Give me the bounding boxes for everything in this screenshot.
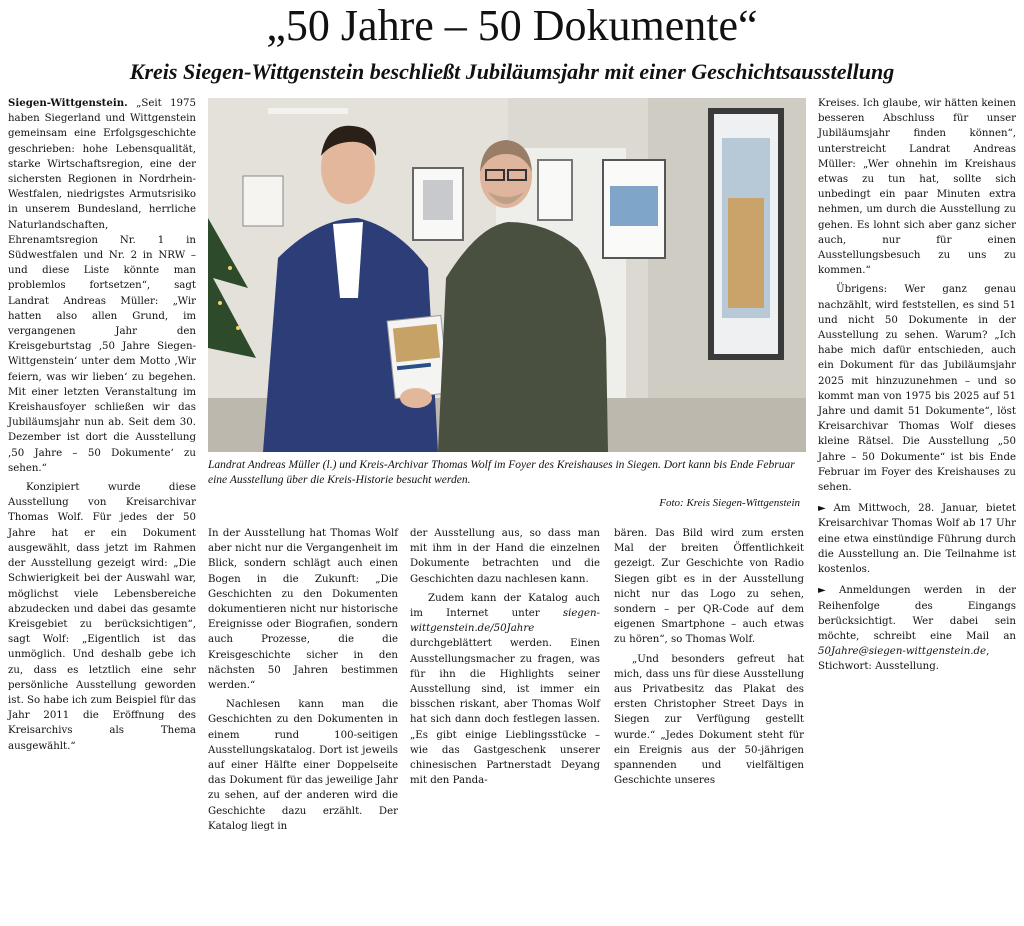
article-column-3 [410, 526, 600, 788]
paragraph-text: „Seit 1975 haben Siegerland und Wittgenstein gemeinsam eine Erfolgsgeschichte geschrieben: hohe Lebensqualität, starke Wirtschaftsregion, eine der sichersten Regionen in Nordrhein-Westfalen, niedrigstes Armutsrisiko in unserem Bundesland, herrliche Naturlandschaften, Ehrenamtsregion Nr. 1 in Südwestfalen und Nr. 2 in NRW – und diese Liste könnte man problemlos fortsetzen“, sagt Landrat Andreas Müller: „Wir hatten also allen Grund, im vergangenen Jahr den Kreisgeburtstag ‚50 Jahre Siegen-Wittgenstein‘ unter dem Motto ‚Wir feiern, was wir lieben‘ zu begehen. Mit einer letzten Veranstaltung im Kreishausfoyer schließen wir das Jubiläumsjahr nun ab. Seit dem 30. Dezember ist dort die Ausstellung ‚50 Jahre – 50 Dokumente‘ zu sehen.“ [8, 98, 196, 474]
paragraph-text: ► Anmeldungen werden in der Reihenfolge des Eingangs berücksichtigt. Wer dabei sein möchte, schreibt eine Mail an [818, 585, 1016, 642]
catalog-link[interactable]: siegen-wittgenstein.de/50Jahre [410, 608, 600, 635]
paragraph: In der Ausstellung hat Thomas Wolf aber nicht nur die Vergangenheit im Blick, sondern schlägt auch einen Bogen in die Zukunft: „Die Geschichten zu den Dokumenten dokumentieren nicht nur historische Ereignisse oder Biografien, sondern auch Prozesse, die die Kreisgeschichte sicher in den nächsten 50 Jahren bestimmen werden.“ [208, 528, 398, 692]
article-photo [208, 98, 806, 452]
photo-illustration [208, 98, 806, 452]
email-link[interactable]: 50Jahre@siegen-wittgenstein.de [818, 646, 987, 658]
paragraph: bären. Das Bild wird zum ersten Mal der breiten Öffentlichkeit gezeigt. Zur Geschichte von Radio Siegen gibt es in der Ausstellung nicht nur das Logo zu sehen, sondern – per QR-Code auf dem eigenen Smartphone – auch etwas zu hören“, so Thomas Wolf. [614, 528, 804, 646]
article-column-5 [818, 96, 1016, 675]
paragraph: der Ausstellung aus, so dass man mit ihm in der Hand die einzelnen Dokumente betrachten und die Geschichten dazu nachlesen kann. [410, 528, 600, 585]
photo-credit: Foto: Kreis Siegen-Wittgenstein [659, 497, 800, 509]
paragraph-text: durchgeblättert werden. Einen Ausstellungsmacher zu fragen, was für ihn die Highlights seiner Ausstellung sind, ist immer ein bisschen riskant, aber Thomas Wolf hat sich dann doch festlegen lassen. „Es gibt einige Lieblingsstücke – wie das Gastgeschenk unserer chinesischen Partnerstadt Deyang mit den Panda- [410, 638, 600, 787]
subheadline: Kreis Siegen-Wittgenstein beschließt Jubiläumsjahr mit einer Geschichtsausstellung [129, 59, 895, 84]
paragraph: Nachlesen kann man die Geschichten zu den Dokumenten in einem rund 100-seitigen Ausstellungskatalog. Dort ist jeweils auf einer Hälfte einer Doppelseite das Dokument für das jeweilige Jahr zu sehen, auf der anderen wird die Geschichte dazu erzählt. Der Katalog liegt in [208, 699, 398, 832]
paragraph: Konzipiert wurde diese Ausstellung von Kreisarchivar Thomas Wolf. Für jedes der 50 Jahre hat er ein Dokument ausgewählt, dass jetzt im Rahmen der Ausstellung gezeigt wird: „Die Schwierigkeit bei der Auswahl war, möglichst viele Lebensbereiche abzudecken und dabei das gesamte Kreisgebiet zu berücksichtigen“, sagt Wolf: „Eigentlich ist das unmöglich. Und deshalb gebe ich zu, dass es letztlich eine sehr persönliche Ausstellung geworden ist. So habe ich zum Beispiel für das Jahr 2011 die Eröffnung des Kreisarchivs als Thema ausgewählt.“ [8, 482, 196, 752]
paragraph-text: Zudem kann der Katalog auch im Internet unter [410, 592, 600, 620]
paragraph: Übrigens: Wer ganz genau nachzählt, wird feststellen, es sind 51 und nicht 50 Dokumente in der Ausstellung zu sehen. Warum? „Ich habe mich dafür entschieden, auch ein Dokument für das Jubiläumsjahr 2025 mit hinzuzunehmen – und so kommt man von 1975 bis 2025 auf 51 Jahre und damit 51 Dokumente“, löst Kreisarchivar Thomas Wolf dieses kleine Rätsel. Die Ausstellung „50 Jahre – 50 Dokumente“ ist bis Ende Februar im Foyer des Kreishauses zu sehen. [818, 284, 1016, 494]
paragraph: „Und besonders gefreut hat mich, dass uns für diese Ausstellung aus Privatbesitz das Plakat des ersten Christopher Street Days in Siegen zur Verfügung gestellt wurde.“ „Jedes Dokument steht für ein Ereignis aus der 50-jährigen spannenden und vielfältigen Geschichte unseres [614, 653, 804, 787]
article-column-2 [208, 526, 398, 834]
headline: „50 Jahre – 50 Dokumente“ [266, 1, 758, 50]
info-note-registration [818, 583, 1016, 674]
photo-caption: Landrat Andreas Müller (l.) und Kreis-Archivar Thomas Wolf im Foyer des Kreishauses in Siegen. Dort kann bis Ende Februar eine Ausstellung über die Kreis-Historie besucht werden. [208, 459, 795, 486]
dateline: Siegen-Wittgenstein. [8, 97, 128, 109]
paragraph-text: , Stichwort: Ausstellung. [818, 646, 990, 673]
info-note-tour: ► Am Mittwoch, 28. Januar, bietet Kreisarchivar Thomas Wolf ab 17 Uhr eine etwa einstündige Führung durch die Ausstellung an. Die Teilnahme ist kostenlos. [818, 503, 1016, 576]
article-column-4 [614, 526, 804, 788]
paragraph: Kreises. Ich glaube, wir hätten keinen besseren Abschluss für unser Jubiläumsjahr finden können“, unterstreicht Landrat Andreas Müller: „Wer ohnehin im Kreishaus etwas zu tun hat, sollte sich unbedingt ein paar Minuten extra nehmen, um durch die Ausstellung zu gehen. Es lohnt sich aber ganz sicher auch, nur für einen Ausstellungsbesuch zu uns zu kommen.“ [818, 98, 1016, 277]
paragraph [8, 96, 196, 476]
paragraph [410, 591, 600, 789]
article-column-1 [8, 96, 196, 754]
